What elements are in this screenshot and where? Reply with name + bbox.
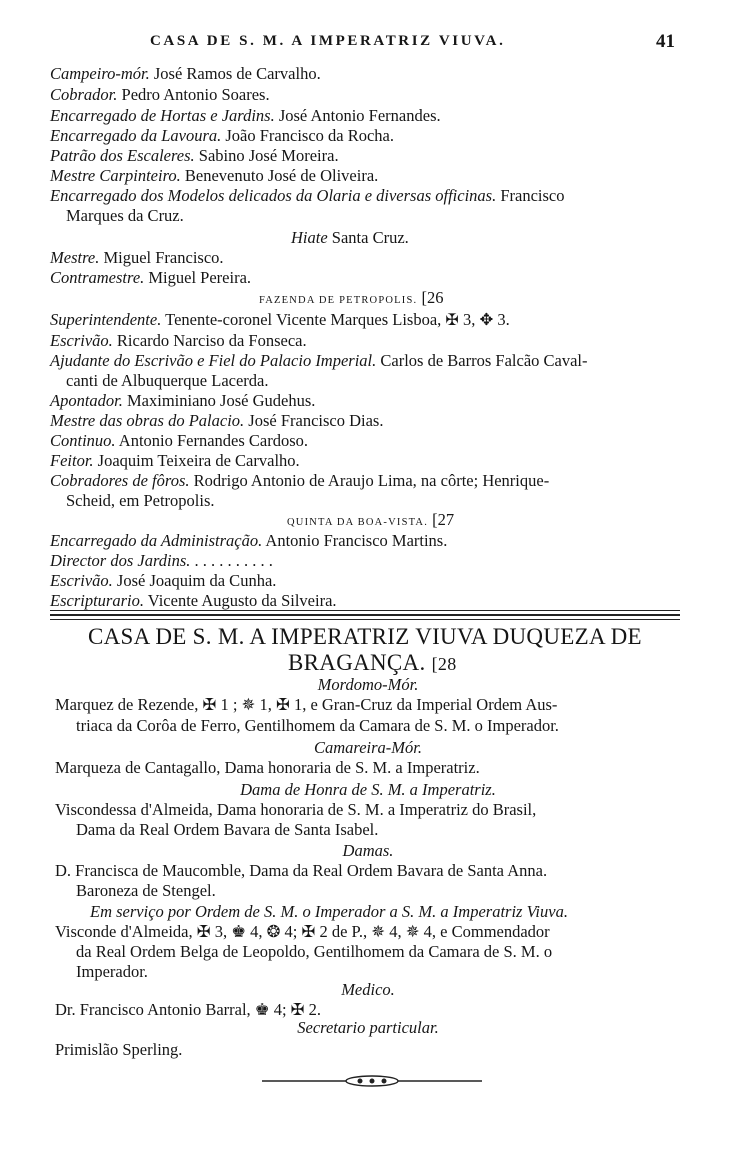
subheading: Medico.	[341, 980, 395, 999]
subheading: Em serviço por Ordem de S. M. o Imperador a S. M. a Imperatriz Viuva.	[90, 902, 568, 921]
divider-rule	[50, 619, 680, 620]
entry-continuation: Imperador.	[76, 962, 148, 981]
entry-line: Viscondessa d'Almeida, Dama honoraria de S. M. a Imperatriz do Brasil,	[55, 800, 537, 819]
entry-line: Apontador. Maximiniano José Gudehus.	[50, 391, 316, 410]
hiate-heading: Hiate Santa Cruz.	[291, 228, 409, 247]
entry-line: Escrivão. José Joaquim da Cunha.	[50, 571, 277, 590]
ornament-divider	[262, 1075, 482, 1087]
entry-line: Visconde d'Almeida, ✠ 3, ♚ 4, ❂ 4; ✠ 2 de P., ✵ 4, ✵ 4, e Commendador	[55, 922, 550, 941]
subheading: Dama de Honra de S. M. a Imperatriz.	[240, 780, 496, 799]
divider-rule	[50, 610, 680, 611]
divider-rule	[50, 614, 680, 616]
subheading: Camareira-Mór.	[313, 738, 422, 757]
entry-line: Mestre Carpinteiro. Benevenuto José de Oliveira.	[50, 166, 379, 185]
entry-line: Contramestre. Miguel Pereira.	[50, 268, 252, 287]
entry-line: Cobrador. Pedro Antonio Soares.	[50, 85, 270, 104]
fazenda-heading: FAZENDA DE PETROPOLIS. [26	[259, 288, 444, 307]
running-title: CASA DE S. M. A IMPERATRIZ VIUVA.	[150, 33, 506, 49]
entry-line: Encarregado de Hortas e Jardins. José Antonio Fernandes.	[50, 106, 441, 125]
entry-line: Mestre. Miguel Francisco.	[50, 248, 224, 267]
entry-line: Continuo. Antonio Fernandes Cardoso.	[50, 431, 309, 450]
entry-line: Feitor. Joaquim Teixeira de Carvalho.	[50, 451, 300, 470]
entry-line: Mestre das obras do Palacio. José Francisco Dias.	[50, 411, 384, 430]
page-number: 41	[656, 31, 675, 52]
entry-line: Encarregado dos Modelos delicados da Olaria e diversas officinas. Francisco	[50, 186, 565, 205]
entry-continuation: triaca da Corôa de Ferro, Gentilhomem da Camara de S. M. o Imperador.	[76, 716, 559, 735]
entry-line: Escripturario. Vicente Augusto da Silveira.	[50, 591, 337, 610]
entry-line: Patrão dos Escaleres. Sabino José Moreira.	[50, 146, 339, 165]
quinta-heading: QUINTA DA BOA-VISTA. [27	[287, 510, 455, 529]
entry-line: Marqueza de Cantagallo, Dama honoraria de S. M. a Imperatriz.	[55, 758, 480, 777]
subheading: Mordomo-Mór.	[317, 675, 419, 694]
entry-continuation: Scheid, em Petropolis.	[66, 491, 215, 510]
entry-line: Campeiro-mór. José Ramos de Carvalho.	[50, 64, 321, 83]
entry-line: D. Francisca de Maucomble, Dama da Real Ordem Bavara de Santa Anna.	[55, 861, 548, 880]
cross-order-icon: ✠	[445, 312, 459, 329]
section-title: CASA DE S. M. A IMPERATRIZ VIUVA DUQUEZA DE	[88, 624, 642, 649]
entry-continuation: Dama da Real Ordem Bavara de Santa Isabel.	[76, 820, 379, 839]
entry-line: Cobradores de fôros. Rodrigo Antonio de Araujo Lima, na côrte; Henrique-	[50, 471, 550, 490]
subheading: Damas.	[342, 841, 394, 860]
entry-continuation: Baroneza de Stengel.	[76, 881, 216, 900]
entry-continuation: da Real Ordem Belga de Leopoldo, Gentilhomem da Camara de S. M. o	[76, 942, 553, 961]
subheading: Secretario particular.	[297, 1018, 439, 1037]
entry-line: Ajudante do Escrivão e Fiel do Palacio Imperial. Carlos de Barros Falcão Caval-	[50, 351, 588, 370]
entry-line: Primislão Sperling.	[55, 1040, 183, 1059]
entry-continuation: Marques da Cruz.	[66, 206, 184, 225]
entry-line: Dr. Francisco Antonio Barral, ♚ 4; ✠ 2.	[55, 1000, 321, 1019]
entry-line: Encarregado da Administração. Antonio Francisco Martins.	[50, 531, 448, 550]
entry-line: Escrivão. Ricardo Narciso da Fonseca.	[50, 331, 307, 350]
entry-line: Superintendente. Tenente-coronel Vicente Marques Lisboa, ✠ 3, ✥ 3.	[50, 310, 510, 329]
entry-line: Marquez de Rezende, ✠ 1 ; ✵ 1, ✠ 1, e Gran-Cruz da Imperial Ordem Aus-	[55, 695, 558, 714]
entry-line: Director dos Jardins. . . . . . . . . . .	[50, 551, 273, 570]
entry-line: Encarregado da Lavoura. João Francisco da Rocha.	[50, 126, 395, 145]
entry-continuation: canti de Albuquerque Lacerda.	[66, 371, 269, 390]
section-title-continuation: BRAGANÇA. [28	[288, 650, 457, 675]
